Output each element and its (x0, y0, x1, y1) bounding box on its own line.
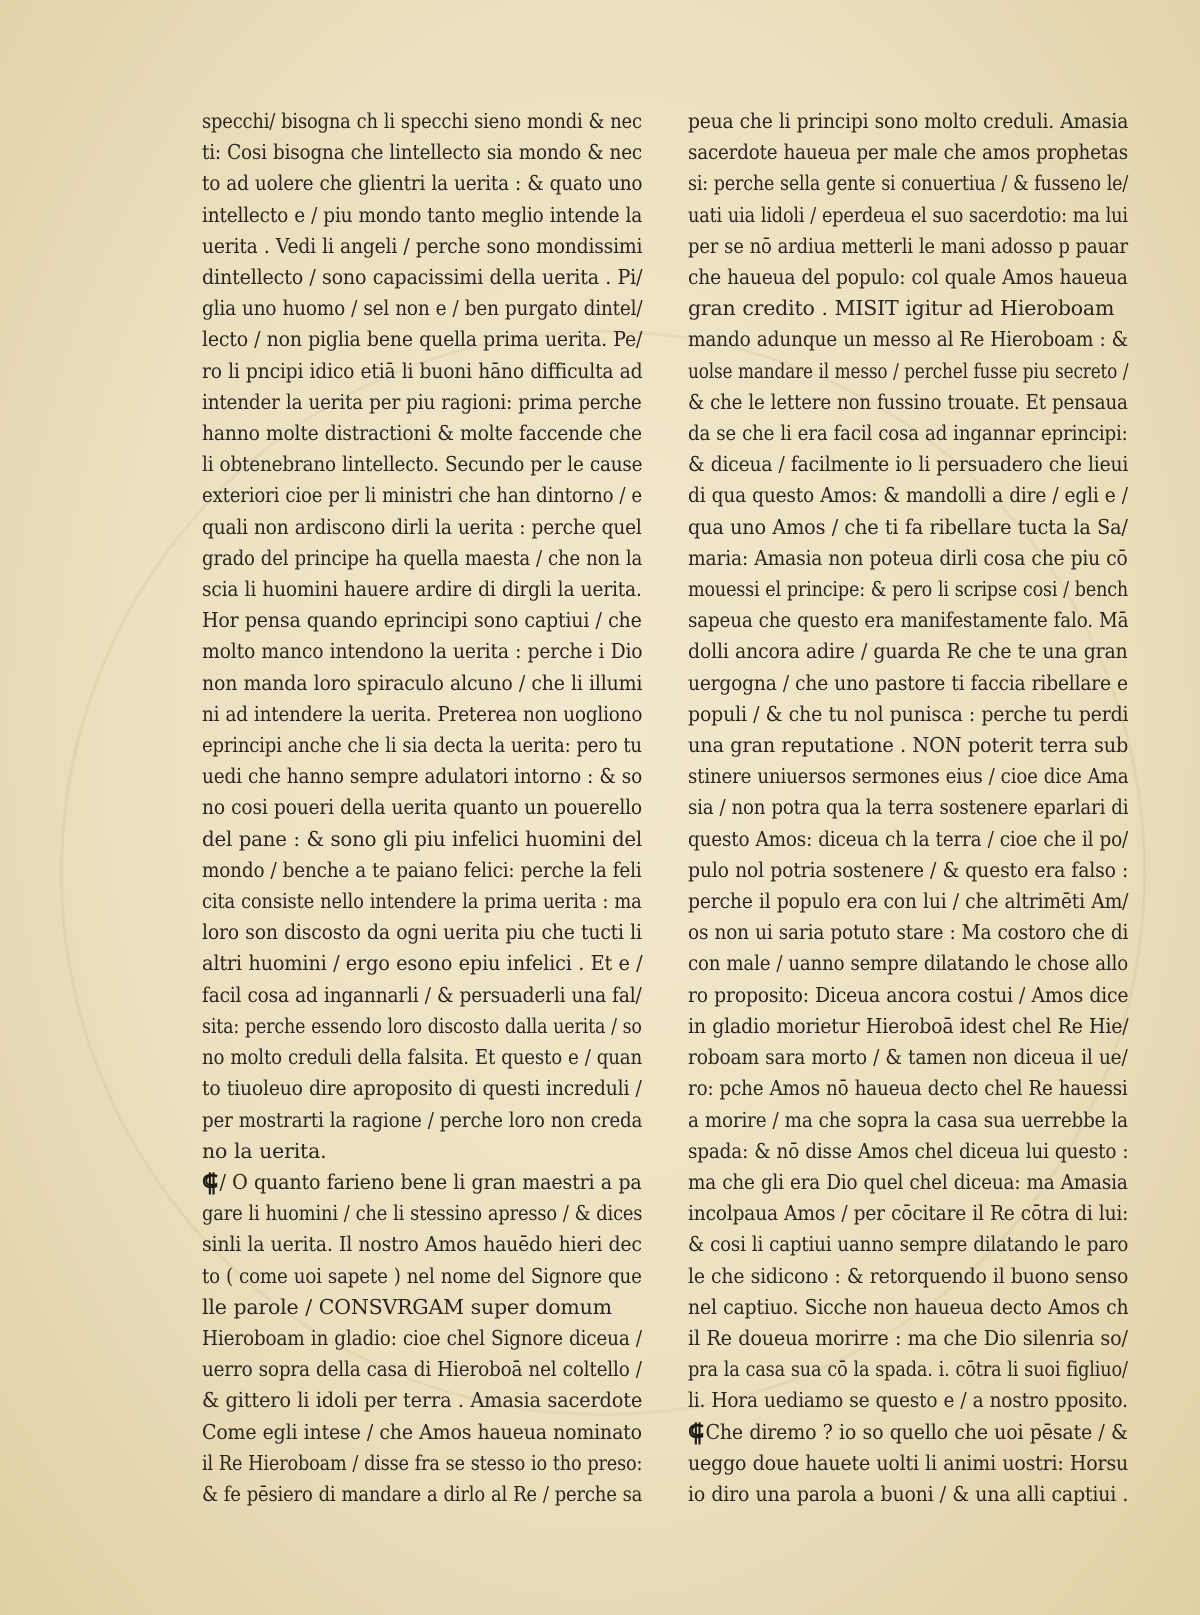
text-line: il Re doueua morirre : ma che Dio silenria so/ (688, 1325, 1128, 1350)
text-line: scia li huomini hauere ardire di dirgli la uerita. (202, 577, 642, 602)
text-line: specchi/ bisogna ch li specchi sieno mondi & nec (202, 109, 642, 133)
text-line: ni ad intendere la uerita. Preterea non uogliono (202, 701, 643, 726)
text-line: uati uia lidoli / eperdeua el suo sacerdotio: ma lui (688, 202, 1128, 227)
text-line: da se che li era facil cosa ad ingannar eprincipi: (688, 421, 1128, 446)
text-line: spada: & nō disse Amos chel diceua lui questo : (688, 1138, 1129, 1163)
text-line: sinli la uerita. Il nostro Amos hauēdo hieri dec (202, 1232, 642, 1257)
paragraph-mark-icon: ⸿ (202, 1167, 218, 1197)
text-line: per se nō ardiua metterli le mani adosso p pauar (688, 233, 1128, 258)
text-line: del pane : & sono gli piu infelici huomini del (202, 826, 643, 851)
text-line: mando adunque un messo al Re Hieroboam : & (688, 327, 1128, 352)
paragraph-mark-icon: ⸿ (688, 1417, 704, 1447)
text-line: peua che li principi sono molto creduli. Amasia (688, 109, 1129, 133)
text-line: ro proposito: Diceua ancora costui / Amos dice (688, 982, 1129, 1007)
text-line: no la uerita. (202, 1138, 327, 1163)
text-line: to ad uolere che glientri la uerita : & quato uno (202, 171, 643, 196)
text-line: mondo / benche a te paiano felici: perche la feli (202, 857, 642, 882)
text-line: sacerdote haueua per male che amos prophetas (688, 140, 1128, 165)
text-line: roboam sara morto / & tamen non diceua il ue/ (688, 1045, 1128, 1070)
text-line: quali non ardiscono dirli la uerita : perche quel (202, 514, 642, 539)
text-line: no molto creduli della falsita. Et questo e / quan (202, 1045, 643, 1070)
text-line: to tiuoleuo dire aproposito di questi increduli / (202, 1076, 642, 1101)
text-line: lle parole / CONSVRGAM super domum (202, 1294, 612, 1319)
text-line: le che sidicono : & retorquendo il buono senso (688, 1263, 1129, 1288)
left-column (202, 106, 642, 1510)
text-line: populi / & che tu nol punisca : perche tu perdi (688, 701, 1129, 726)
text-line: Hieroboam in gladio: cioe chel Signore diceua / (202, 1325, 642, 1350)
text-line: & fe pēsiero di mandare a dirlo al Re / perche sa (202, 1481, 643, 1506)
text-line: facil cosa ad ingannarli / & persuaderli una fal/ (202, 982, 642, 1007)
text-line: questo Amos: diceua ch la terra / cioe che il po/ (688, 826, 1129, 851)
text-line: che haueua del populo: col quale Amos haueua (688, 265, 1128, 290)
text-line: sia / non potra qua la terra sostenere eparlari di (688, 795, 1129, 820)
paragraph-line (688, 1417, 1128, 1448)
text-line: una gran reputatione . NON poterit terra sub (688, 733, 1129, 758)
text-line: intellecto e / piu mondo tanto meglio intende la (202, 202, 643, 227)
text-line: gare li huomini / che li stessino apresso / & dices (202, 1201, 643, 1226)
text-line: con male / uanno sempre dilatando le chose allo (688, 951, 1128, 976)
text-line: a morire / ma che sopra la casa sua uerrebbe la (688, 1107, 1128, 1132)
text-line: & gittero li idoli per terra . Amasia sacerdote (202, 1388, 643, 1413)
text-line: no cosi poueri della uerita quanto un pouerello (202, 795, 642, 820)
text-line: os non ui saria potuto stare : Ma costoro che di (688, 920, 1129, 945)
text-line: intender la uerita per piu ragioni: prima perche (202, 389, 642, 414)
text-line: molto manco intendono la uerita : perche i Dio (202, 639, 643, 664)
text-line: & cosi li captiui uanno sempre dilatando le paro (688, 1232, 1129, 1257)
text-line: loro son discosto da ogni uerita piu che tucti li (202, 920, 642, 945)
text-line: uerro sopra della casa di Hieroboā nel coltello / (202, 1357, 642, 1382)
text-line: pulo nol potria sostenere / & questo era falso : (688, 857, 1129, 882)
text-line: glia uno huomo / sel non e / ben purgato dintel/ (202, 296, 643, 321)
text-line: pra la casa sua cō la spada. i. cōtra li suoi figliuo/ (688, 1357, 1128, 1382)
text-line: sapeua che questo era manifestamente falo. Mā (688, 608, 1129, 633)
text-line: si: perche sella gente si conuertiua / & fussenо le/ (688, 171, 1129, 196)
text-line: io diro una parola a buoni / & una alli captiui . (688, 1481, 1129, 1506)
text-line: li. Hora uediamo se questo e / a nostro pposito. (688, 1388, 1128, 1413)
text-line: Come egli intese / che Amos haueua nominato (202, 1419, 642, 1444)
text-line: uerita . Vedi li angeli / perche sono mondissimi (202, 233, 643, 258)
text-line: Hor pensa quando eprincipi sono captiui / che (202, 608, 642, 633)
text-line: maria: Amasia non poteua dirli cosa che piu cō (688, 545, 1128, 570)
text-line: perche il populo era con lui / che altrimēti Am/ (688, 889, 1129, 914)
text-span: Che diremo ? io so quello che uoi pēsate / & (705, 1419, 1128, 1444)
text-line: ti: Cosi bisogna che lintellecto sia mondo & nec (202, 140, 643, 165)
text-line: qua uno Amos / che ti fa ribellare tucta la Sa/ (688, 514, 1128, 539)
text-line: grado del principe ha quella maesta / che non la (202, 545, 643, 570)
text-line: nel captiuo. Sicche non haueua decto Amos ch (688, 1294, 1129, 1319)
text-line: ueggo doue hauete uolti li animi uostri: Horsu (688, 1450, 1129, 1475)
text-line: di qua questo Amos: & mandolli a dire / egli e / (688, 483, 1128, 508)
text-line: mouessi el principe: & pero li scripse cosi / bench (688, 577, 1129, 602)
text-line: & che le lettere non fussino trouate. Et pensaua (688, 389, 1128, 414)
text-line: non manda loro spiraculo alcuno / che li illumi (202, 670, 643, 695)
text-line: per mostrarti la ragione / perche loro non creda (202, 1107, 643, 1132)
paragraph-line (202, 1167, 642, 1198)
text-line: ro li pncipi idico etiā li buoni hāno difficulta ad (202, 358, 643, 383)
text-line: & diceua / facilmente io li persuadero che lieui (688, 452, 1129, 477)
text-line: in gladio morietur Hieroboā idest chel Re Hie/ (688, 1013, 1129, 1038)
right-column (688, 106, 1128, 1510)
text-line: li obtenebrano lintellecto. Secundo per le cause (202, 452, 643, 477)
text-line: ro: pche Amos nō haueua decto chel Re hauessi (688, 1076, 1128, 1101)
text-line: hanno molte distractioni & molte faccende che (202, 421, 642, 446)
text-line: uolse mandare il messo / perchel fusse piu secreto / (688, 358, 1129, 383)
text-line: to ( come uoi sapete ) nel nome del Signore que (202, 1263, 642, 1288)
text-line: ma che gli era Dio quel chel diceua: ma Amasia (688, 1169, 1128, 1194)
text-line: altri huomini / ergo esono epiu infelici . Et e / (202, 951, 643, 976)
text-line: gran credito . MISIT igitur ad Hieroboam (688, 296, 1115, 321)
text-line: sita: perche essendo loro discosto dalla uerita / so (202, 1013, 642, 1038)
text-line: uedi che hanno sempre adulatori intorno : & so (202, 764, 643, 789)
text-line: eprincipi anche che li sia decta la uerita: pero tu (202, 733, 642, 758)
text-line: lecto / non piglia bene quella prima uerita. Pe/ (202, 327, 643, 352)
text-line: dolli ancora adire / guarda Re che te una gran (688, 639, 1128, 664)
text-line: il Re Hieroboam / disse fra se stesso io tho preso: (202, 1450, 643, 1475)
text-span: / O quanto farieno bene li gran maestri a pa (219, 1169, 642, 1194)
text-line: exteriori cioe per li ministri che han dintorno / e (202, 483, 642, 508)
text-line: stinere uniuersos sermones eius / cioe dice Ama (688, 764, 1129, 789)
text-line: cita consiste nello intendere la prima uerita : ma (202, 889, 642, 914)
text-line: dintellecto / sono capacissimi della uerita . Pi/ (202, 265, 643, 290)
text-line: incolpaua Amos / per cōcitare il Re cōtra di lui: (688, 1201, 1129, 1226)
text-line: uergogna / che uno pastore ti faccia ribellare e (688, 670, 1128, 695)
